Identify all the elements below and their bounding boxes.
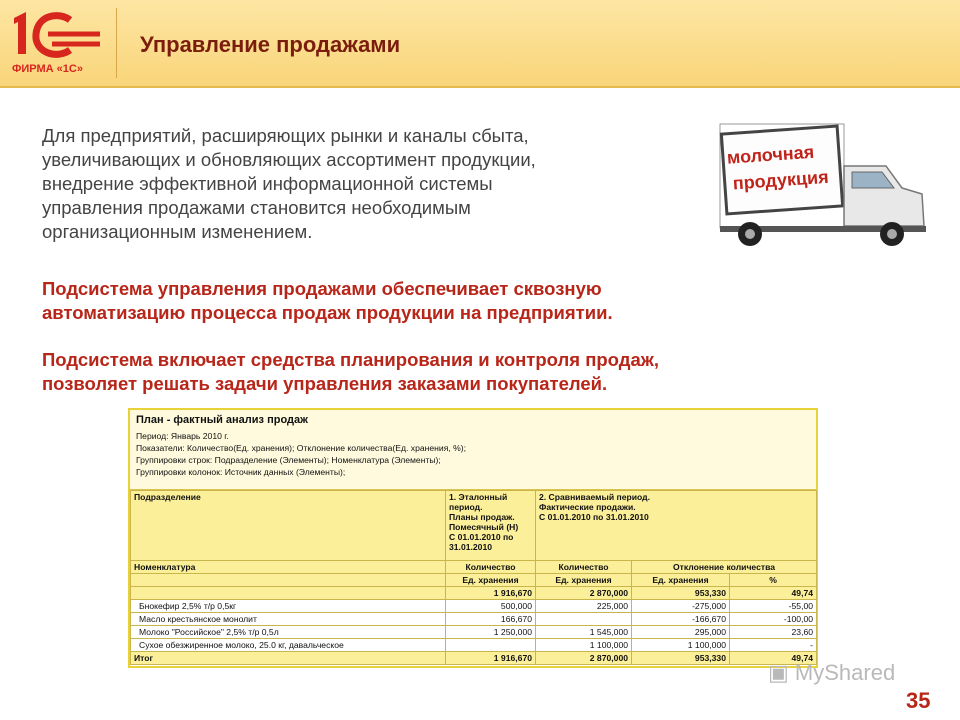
logo-1c: [8, 8, 108, 78]
report-screenshot: [128, 408, 818, 668]
watermark-icon: ▣: [768, 660, 795, 685]
highlight-line: автоматизацию процесса продаж продукции на предприятии.: [42, 302, 613, 323]
report-title: План - фактный анализ продаж: [136, 414, 308, 426]
watermark: [768, 660, 895, 686]
table-header-row: [131, 574, 817, 587]
highlight-paragraph-1: [42, 277, 802, 325]
report-row-groups: Группировки строк: Подразделение (Элементы); Номенклатура (Элементы);: [136, 455, 441, 465]
logo-text: ФИРМА «1С»: [12, 63, 83, 75]
col-unit: Ед. хранения: [632, 574, 730, 587]
intro-line: организационным изменением.: [42, 221, 313, 242]
report-header: [130, 410, 816, 490]
intro-line: управления продажами становится необходимым: [42, 197, 471, 218]
intro-line: увеличивающих и обновляющих ассортимент продукции,: [42, 149, 536, 170]
table-row: Масло крестьянское монолит 166,670 -166,670 -100,00: [131, 613, 817, 626]
report-table: [130, 490, 817, 665]
col-subdivision: Подразделение: [131, 491, 446, 561]
table-header-row: [131, 561, 817, 574]
highlight-paragraph-2: [42, 348, 822, 396]
truck-image: [716, 122, 934, 252]
table-itog-row: Итог 1 916,670 2 870,000 953,330 49,74: [131, 652, 817, 665]
col-nomenclature: Номенклатура: [131, 561, 446, 574]
col-fact: 2. Сравниваемый период. Фактические продажи. С 01.01.2010 по 31.01.2010: [536, 491, 817, 561]
truck-sign-line2: продукция: [732, 166, 830, 194]
table-row: Молоко "Российское" 2,5% т/р 0,5л 1 250,000 1 545,000 295,000 23,60: [131, 626, 817, 639]
table-header-row: [131, 491, 817, 561]
report-period: Период: Январь 2010 г.: [136, 431, 229, 441]
highlight-line: позволяет решать задачи управления заказами покупателей.: [42, 373, 608, 394]
page-title: Управление продажами: [140, 32, 401, 57]
col-qty-fact: Количество: [536, 561, 632, 574]
highlight-line: Подсистема управления продажами обеспечивает сквозную: [42, 278, 602, 299]
logo-divider: [116, 8, 117, 78]
intro-paragraph: [42, 124, 702, 244]
table-row: Сухое обезжиренное молоко, 25.0 кг, давальческое 1 100,000 1 100,000 -: [131, 639, 817, 652]
highlight-line: Подсистема включает средства планирования и контроля продаж,: [42, 349, 660, 370]
table-row: Бнокефир 2,5% т/р 0,5кг 500,000 225,000 -275,000 -55,00: [131, 600, 817, 613]
col-pct: %: [730, 574, 817, 587]
page-number: 35: [906, 688, 931, 713]
col-unit: Ед. хранения: [536, 574, 632, 587]
watermark-text: MyShared: [794, 660, 896, 685]
table-total-row: 1 916,670 2 870,000 953,330 49,74: [131, 587, 817, 600]
slide-header: [0, 0, 960, 88]
col-deviation: Отклонение количества: [632, 561, 817, 574]
itog-label: Итог: [131, 652, 446, 665]
col-unit: Ед. хранения: [446, 574, 536, 587]
col-plan: 1. Эталонный период. Планы продаж. Помесячный (Н) С 01.01.2010 по 31.01.2010: [446, 491, 536, 561]
intro-line: Для предприятий, расширяющих рынки и каналы сбыта,: [42, 125, 529, 146]
truck-sign-line1: молочная: [726, 141, 815, 168]
intro-line: внедрение эффективной информационной системы: [42, 173, 493, 194]
report-indicators: Показатели: Количество(Ед. хранения); Отклонение количества(Ед. хранения, %);: [136, 443, 467, 453]
col-qty-plan: Количество: [446, 561, 536, 574]
report-col-groups: Группировки колонок: Источник данных (Элементы);: [136, 467, 346, 477]
